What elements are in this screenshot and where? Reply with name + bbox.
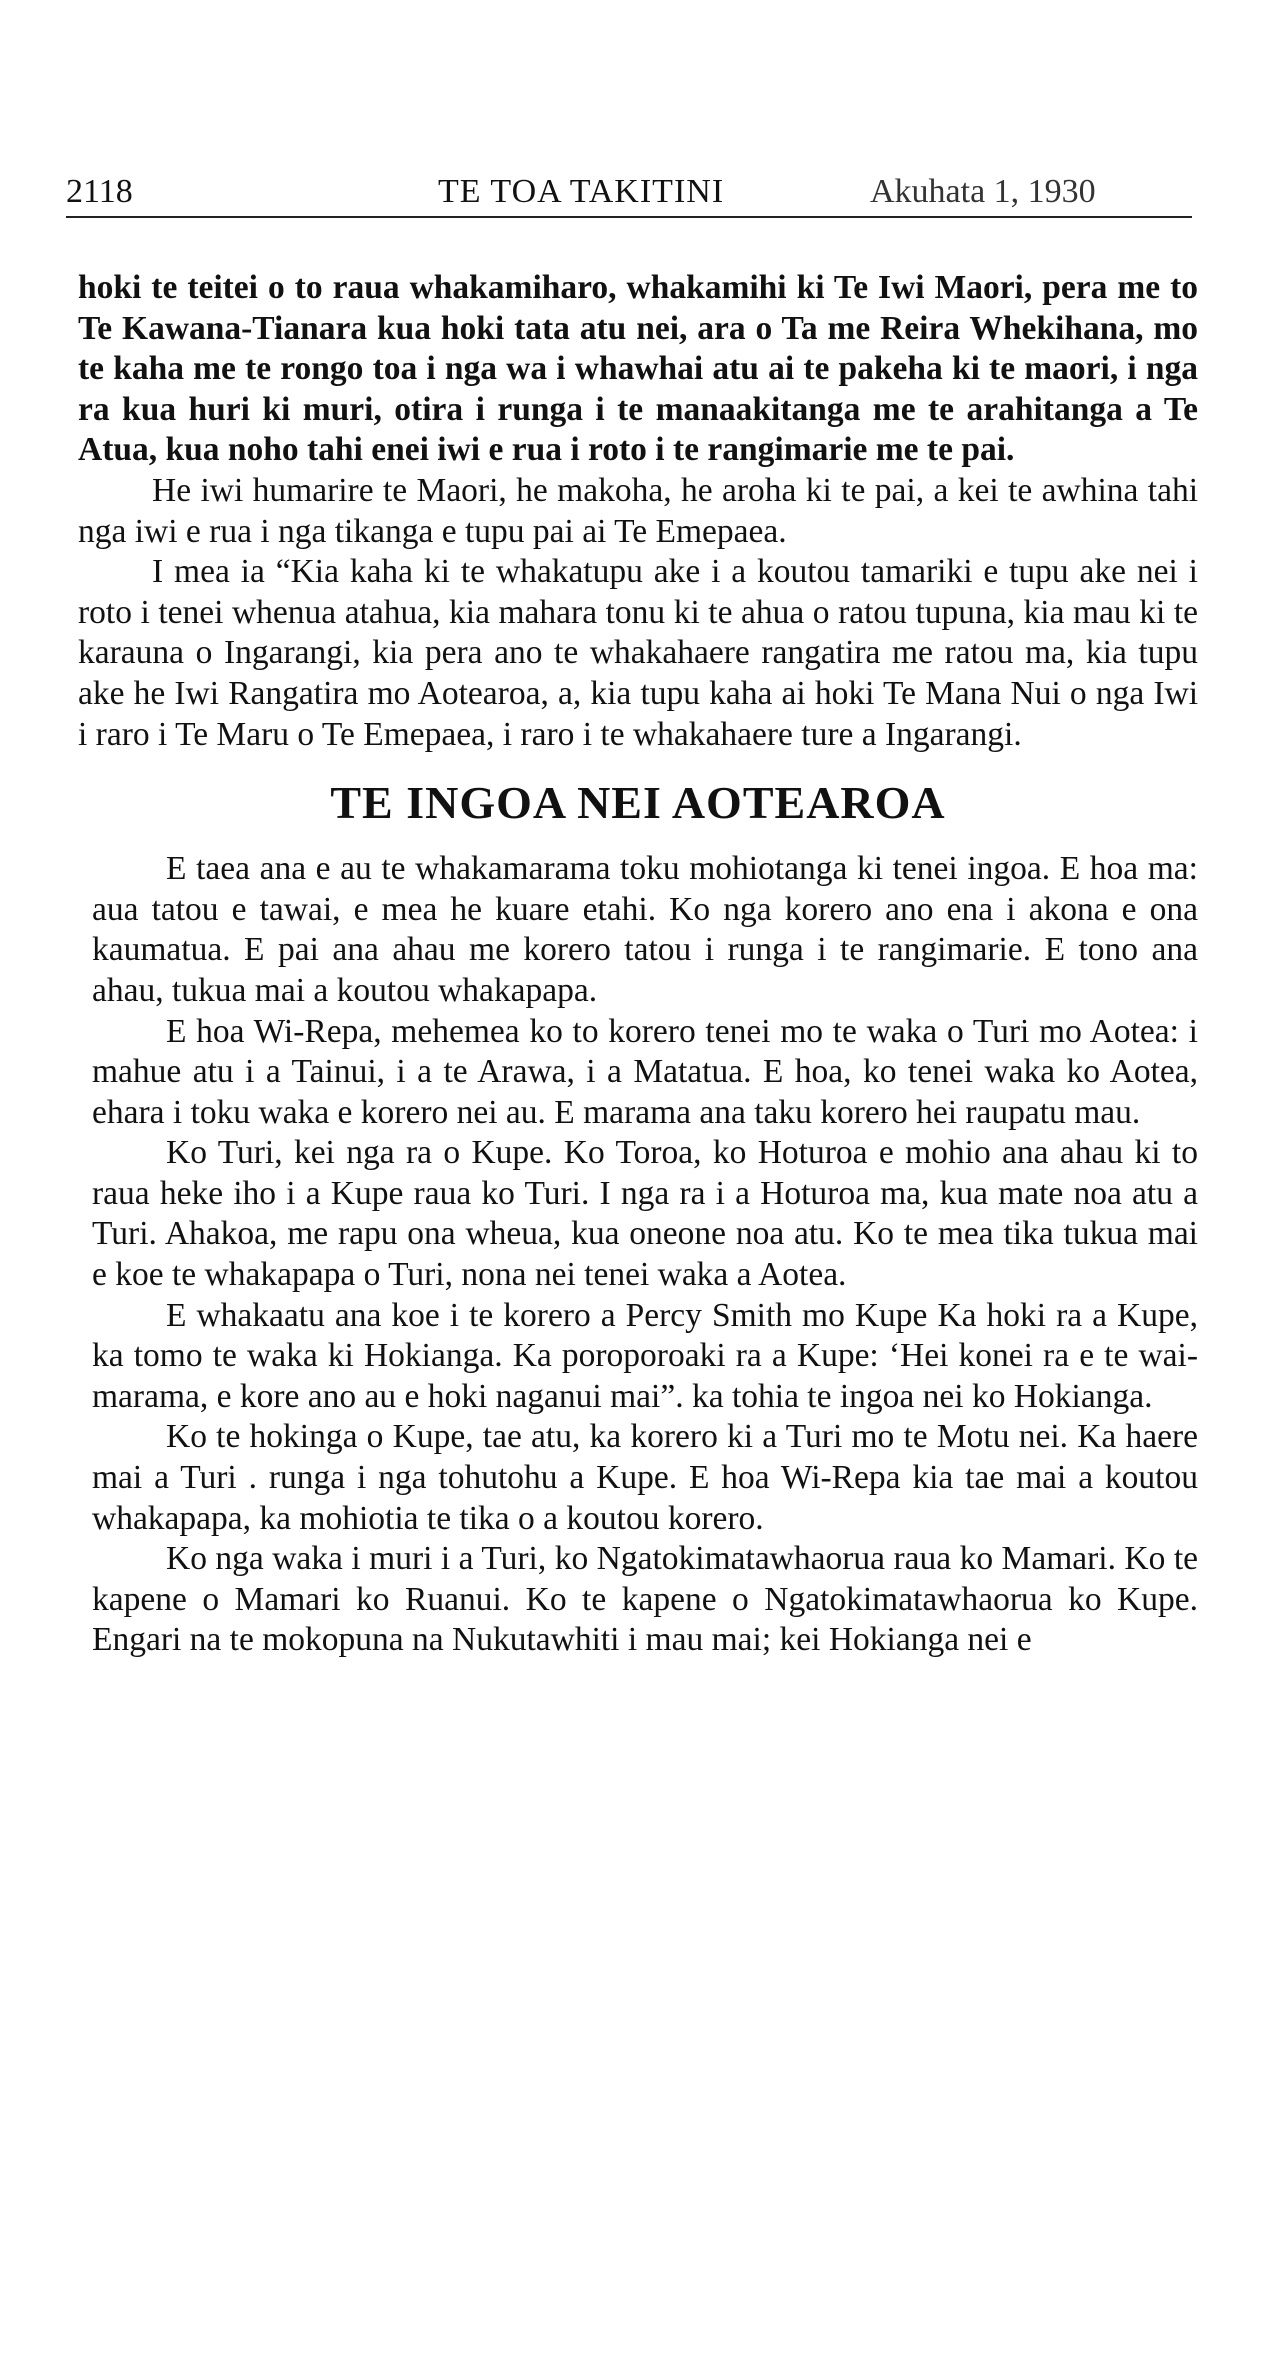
journal-title: TE TOA TAKITINI (438, 173, 725, 210)
paragraph: hoki te teitei o to raua whakamiharo, whakamihi ki Te Iwi Maori, pera me to Te Kawana-Tianara kua hoki tata atu nei, ara o Ta me Reira Whekihana, mo te kaha me te rongo toa i nga wa i whawhai atu ai te pakeha ki te maori, i nga ra kua huri ki muri, otira i runga i te manaakitanga me te arahitanga a Te Atua, kua noho tahi enei iwi e rua i roto i te rangimarie me te pai. (78, 269, 1198, 469)
issue-date: Akuhata 1, 1930 (870, 173, 1096, 210)
paragraph: He iwi humarire te Maori, he makoha, he aroha ki te pai, a kei te awhina tahi nga iwi e rua i nga tikanga e tupu pai ai Te Emepaea. (78, 471, 1198, 550)
section-body (92, 849, 1198, 1661)
paragraph: Ko Turi, kei nga ra o Kupe. Ko Toroa, ko Hoturoa e mohio ana ahau ki to raua heke iho i a Kupe raua ko Turi. I nga ra i a Hoturoa ma, kua mate noa atu a Turi. Ahakoa, me rapu ona wheua, kua oneone noa atu. Ko te mea tika tukua mai e koe te whakapapa o Turi, nona nei tenei waka a Aotea. (92, 1134, 1198, 1294)
paragraph: Ko nga waka i muri i a Turi, ko Ngatokimatawhaorua raua ko Mamari. Ko te kapene o Mamari ko Ruanui. Ko te kapene o Ngatokimatawhaorua ko Kupe. Engari na te mokopuna na Nukutawhiti i mau mai; kei Hokianga nei e (92, 1540, 1198, 1659)
running-header (66, 172, 1192, 212)
paragraph: Ko te hokinga o Kupe, tae atu, ka korero ki a Turi mo te Motu nei. Ka haere mai a Turi . runga i nga tohutohu a Kupe. E hoa Wi-Repa kia tae mai a koutou whakapapa, ka mohiotia te tika o a koutou korero. (92, 1418, 1198, 1537)
section-heading: TE INGOA NEI AOTEAROA (330, 777, 946, 829)
paragraph: E hoa Wi-Repa, mehemea ko to korero tenei mo te waka o Turi mo Aotea: i mahue atu i a Tainui, i a te Arawa, i a Matatua. E hoa, ko tenei waka ko Aotea, ehara i toku waka e korero nei au. E marama ana taku korero hei raupatu mau. (92, 1012, 1198, 1131)
paragraph: E taea ana e au te whakamarama toku mohiotanga ki tenei ingoa. E hoa ma: aua tatou e tawai, e mea he kuare etahi. Ko nga korero ano ena i akona e ona kaumatua. E pai ana ahau me korero tatou i runga i te rangimarie. E tono ana ahau, tukua mai a koutou whakapapa. (92, 850, 1198, 1009)
paragraph: I mea ia “Kia kaha ki te whakatupu ake i a koutou tamariki e tupu ake nei i roto i tenei whenua atahua, kia mahara tonu ki te ahua o ratou tupuna, kia mau ki te karauna o Ingarangi, kia pera ano te whakahaere rangatira me ratou ma, kia tupu ake he Iwi Rangatira mo Aotearoa, a, kia tupu kaha ai hoki Te Mana Nui o nga Iwi i raro i Te Maru o Te Emepaea, i raro i te whakahaere ture a Ingarangi. (78, 553, 1198, 753)
header-rule (66, 216, 1192, 218)
paragraph: E whakaatu ana koe i te korero a Percy Smith mo Kupe Ka hoki ra a Kupe, ka tomo te waka ki Hokianga. Ka poroporoaki ra a Kupe: ‘Hei konei ra e te wai-marama, e kore ano au e hoki naganui mai”. ka tohia te ingoa nei ko Hokianga. (92, 1296, 1198, 1415)
page-number: 2118 (66, 173, 133, 210)
article-body (78, 268, 1198, 1661)
